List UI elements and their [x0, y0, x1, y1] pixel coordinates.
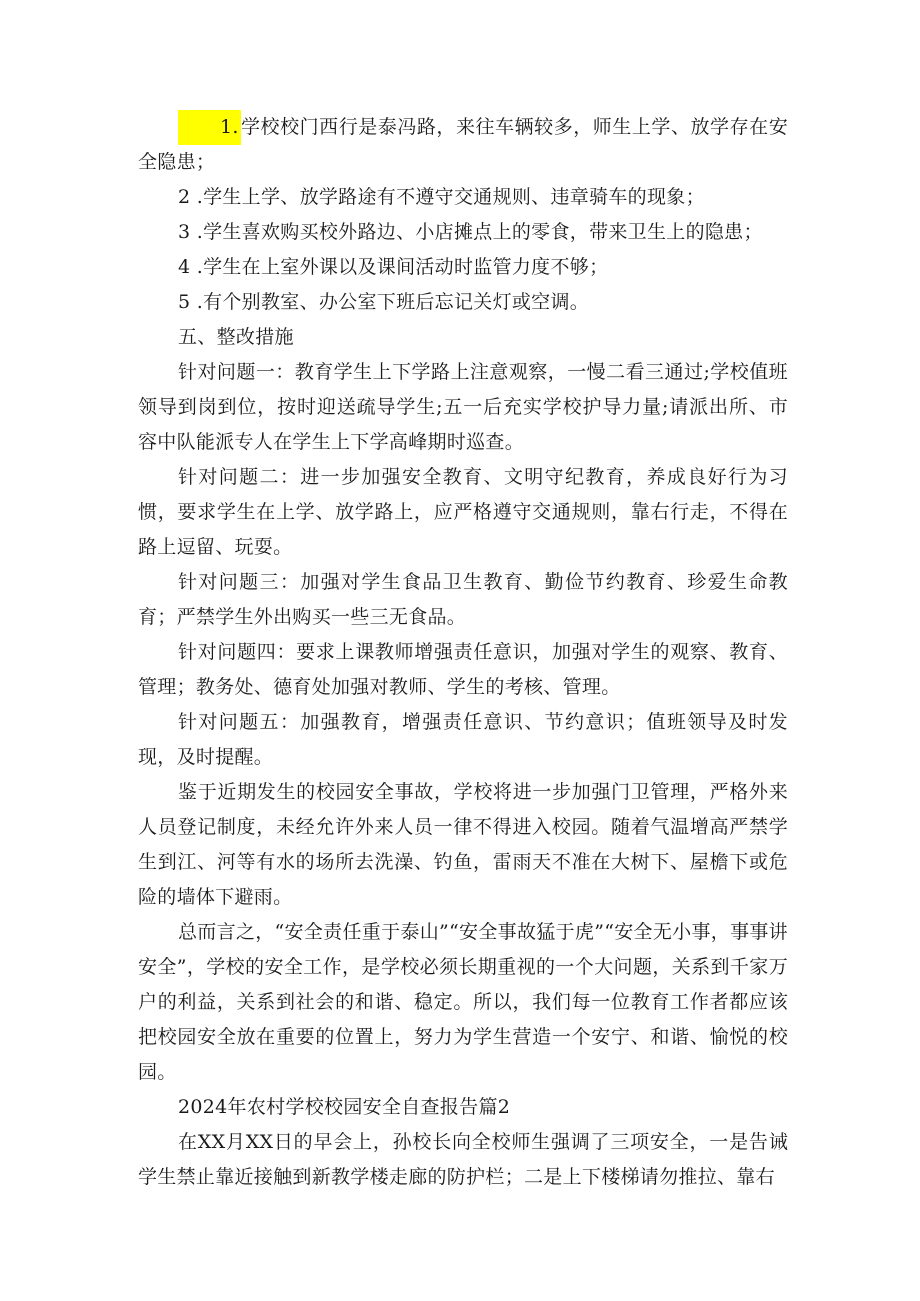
list-item-text: .学生喜欢购买校外路边、小店摊点上的零食，带来卫生上的隐患； [190, 221, 763, 243]
list-number: 2 [178, 186, 191, 208]
measure-paragraph-5: 针对问题五：加强教育，增强责任意识、节约意识；值班领导及时发现，及时提醒。 [138, 711, 788, 768]
measure-paragraph-4: 针对问题四：要求上课教师增强责任意识，加强对学生的观察、教育、管理；教务处、德育处加强对教师、学生的考核、管理。 [138, 641, 788, 698]
report-title: 2024年农村学校校园安全自查报告篇2 [178, 1096, 511, 1118]
list-number: 5 [178, 291, 191, 313]
measure-paragraph-2: 针对问题二：进一步加强安全教育、文明守纪教育，养成良好行为习惯，要求学生在上学、放学路上，应严格遵守交通规则，靠右行走，不得在路上逗留、玩耍。 [138, 466, 788, 558]
list-item-4 [178, 250, 608, 285]
list-item-5 [178, 285, 589, 320]
measure-paragraph-3: 针对问题三：加强对学生食品卫生教育、勤俭节约教育、珍爱生命教育；严禁学生外出购买一些三无食品。 [138, 571, 788, 628]
report-paragraph: 在XX月XX日的早会上，孙校长向全校师生强调了三项安全，一是告诫学生禁止靠近接触到新教学楼走廊的防护栏；二是上下楼梯请勿推拉、靠右 [138, 1131, 788, 1188]
list-item-3 [178, 215, 763, 250]
list-item-text: .有个别教室、办公室下班后忘记关灯或空调。 [190, 291, 590, 313]
list-number: 4 [178, 256, 191, 278]
list-number-highlighted: 1. [178, 110, 241, 145]
section-heading: 五、整改措施 [178, 326, 294, 348]
conclusion-paragraph: 总而言之，“安全责任重于泰山”“安全事故猛于虎”“安全无小事，事事讲安全”，学校的安全工作，是学校必须长期重视的一个大问题，关系到千家万户的利益，关系到社会的和谐、稳定。所以，我们每一位教育工作者都应该把校园安全放在重要的位置上，努力为学生营造一个安宁、和谐、愉悦的校园。 [138, 921, 788, 1083]
list-item-1 [138, 110, 788, 180]
measure-paragraph-1: 针对问题一：教育学生上下学路上注意观察，一慢二看三通过;学校值班领导到岗到位，按时迎送疏导学生;五一后充实学校护导力量;请派出所、市容中队能派专人在学生上下学高峰期时巡查。 [138, 361, 788, 453]
list-number: 3 [178, 221, 191, 243]
list-item-text: 学校校门西行是泰冯路，来往车辆较多，师生上学、放学存在安全隐患； [138, 116, 788, 173]
list-item-text: .学生在上室外课以及课间活动时监管力度不够； [190, 256, 609, 278]
list-item-text: .学生上学、放学路途有不遵守交通规则、违章骑车的现象； [190, 186, 705, 208]
list-item-2 [178, 180, 705, 215]
incident-paragraph: 鉴于近期发生的校园安全事故，学校将进一步加强门卫管理，严格外来人员登记制度，未经允许外来人员一律不得进入校园。随着气温增高严禁学生到江、河等有水的场所去洗澡、钓鱼，雷雨天不准在大树下、屋檐下或危险的墙体下避雨。 [138, 781, 788, 908]
